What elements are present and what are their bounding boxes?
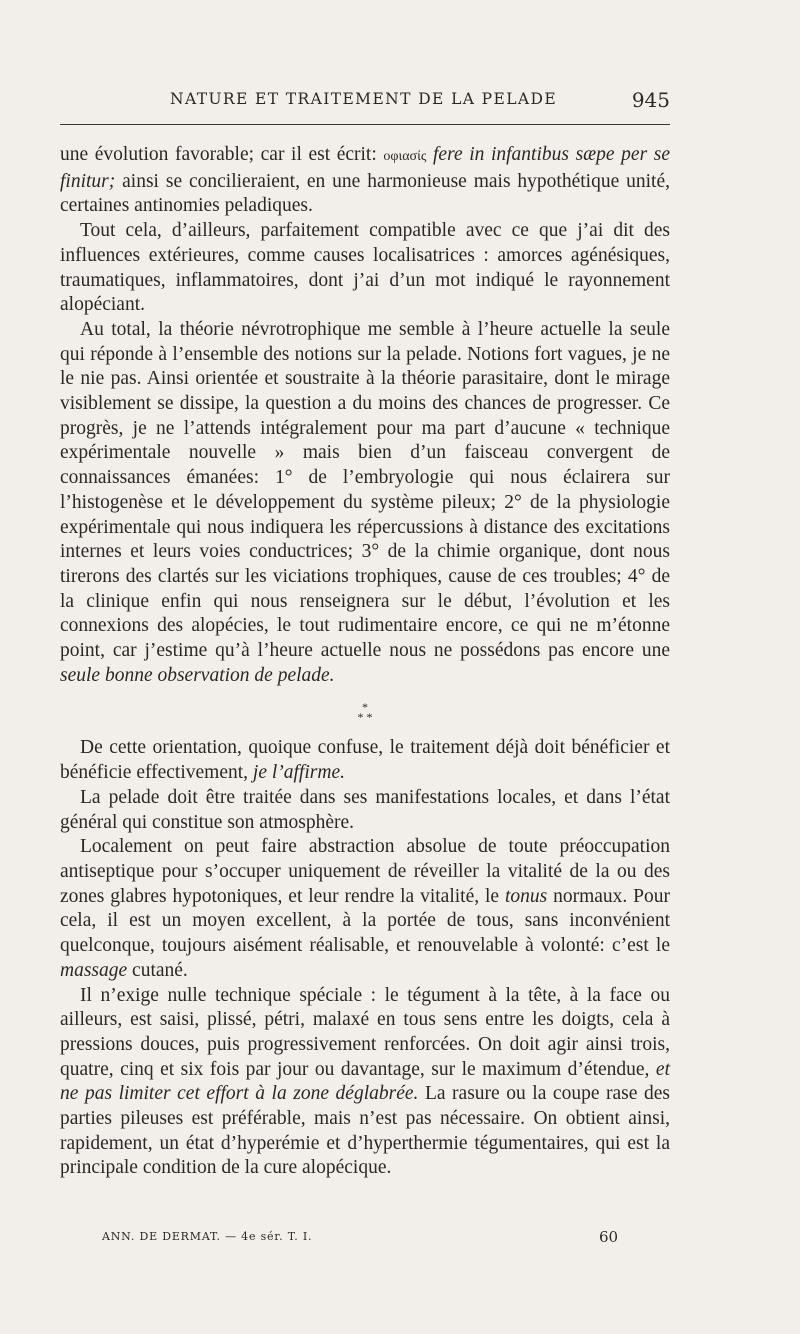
latin-quote: fere in infantibus sæpe per se finitur; [60, 144, 670, 192]
tonus-term: tonus [504, 885, 548, 907]
paragraph-6 [60, 835, 670, 983]
paragraph-3-emphasis: seule bonne observation de pelade. [60, 664, 335, 686]
page-number: 945 [631, 88, 670, 112]
greek-word: οφιασίς [383, 149, 427, 164]
paragraph-7-text-a: Il n’exige nulle technique spéciale : le tégument à la tête, à la face ou ailleurs, est saisi, plissé, pétri, malaxé en tous sens entre les doigts, cela à pressions douces, puis progressivement renforcées. On doit agir ainsi trois, quatre, cinq et six fois par jour ou davantage, sur le maximum d’étendue, [60, 984, 670, 1080]
paragraph-3-text: Au total, la théorie névrotrophique me semble à l’heure actuelle la seule qui réponde à l’ensemble des notions sur la pelade. Notions fort vagues, je ne le nie pas. Ainsi orientée et soustraite à la théorie parasitaire, dont le mirage visiblement se dissipe, la question a du moins des chances de progresser. Ce progrès, je ne l’attends intégralement pour ma part d’aucune « technique expérimentale nouvelle » mais bien d’un faisceau convergent de connaissances émanées: 1° de l’embryologie qui nous éclairera sur l’histogenèse et le développement du système pileux; 2° de la physiologie expérimentale qui nous indiquera les répercussions à distance des excitations internes et leurs voies conductrices; 3° de la chimie organique, dont nous tirerons des clartés sur les viciations trophiques, cause de ces troubles; 4° de la clinique enfin qui nous renseignera sur le début, l’évolution et les connexions des alopécies, le tout rudimentaire encore, ce qui ne m’étonne point, car j’estime qu’à l’heure actuelle nous ne possédons pas encore une [60, 318, 670, 662]
paragraph-5: La pelade doit être traitée dans ses manifestations locales, et dans l’état général qui constitue son atmosphère. [60, 786, 670, 833]
paragraph-1 [60, 143, 670, 219]
header-rule [60, 124, 670, 125]
paragraph-6-text-c: cutané. [127, 959, 188, 981]
paragraph-6-text-a: Localement on peut faire abstraction absolue de toute préoccupation antiseptique pour s’occuper uniquement de réveiller la vitalité de la ou des zones glabres hypotoniques, et leur rendre la vitalité, le [60, 836, 670, 907]
paragraph-7-emphasis: et ne pas limiter cet effort à la zone déglabrée. [60, 1058, 670, 1105]
paragraph-1-text-c: ainsi se concilieraient, en une harmonieuse mais hypothétique unité, certaines antinomies peladiques. [60, 170, 670, 217]
paragraph-7 [60, 984, 670, 1182]
massage-term: massage [60, 959, 128, 981]
paragraph-7-text-b: La rasure ou la coupe rase des parties pileuses est préférable, mais n’est pas nécessaire. On obtient ainsi, rapidement, un état d’hyperémie et d’hyperthermie tégumentaires, qui est la principale condition de la cure alopécique. [60, 1083, 670, 1179]
running-title: NATURE ET TRAITEMENT DE LA PELADE [170, 90, 558, 108]
paragraph-2: Tout cela, d’ailleurs, parfaitement compatible avec ce que j’ai dit des influences extérieures, comme causes localisatrices : amorces agénésiques, traumatiques, inflammatoires, dont j’ai d’un mot indiqué le rayonnement alopéciant. [60, 220, 670, 316]
running-head [60, 88, 670, 116]
paragraph-1-text-a: une évolution favorable; car il est écrit: [60, 144, 384, 165]
asterism-bottom: * * [357, 710, 373, 725]
paragraph-6-text-b: normaux. Pour cela, il est un moyen excellent, à la portée de tous, sans inconvénient quelconque, toujours aisément réalisable, et renouvelable à volonté: c’est le [60, 885, 670, 957]
paragraph-4-emphasis: je l’affirme. [252, 762, 345, 784]
signature-mark: 60 [599, 1228, 619, 1246]
page-footer [60, 1228, 670, 1248]
paragraph-4 [60, 736, 670, 785]
paragraph-3 [60, 318, 670, 689]
book-page [60, 0, 670, 1334]
journal-reference: ANN. DE DERMAT. — 4e sér. T. I. [102, 1230, 313, 1243]
asterism-top: * [362, 700, 368, 715]
body-text [60, 143, 670, 1181]
asterism-separator [60, 700, 670, 725]
paragraph-4-text: De cette orientation, quoique confuse, le traitement déjà doit bénéficier et bénéficie effectivement, [60, 737, 670, 784]
